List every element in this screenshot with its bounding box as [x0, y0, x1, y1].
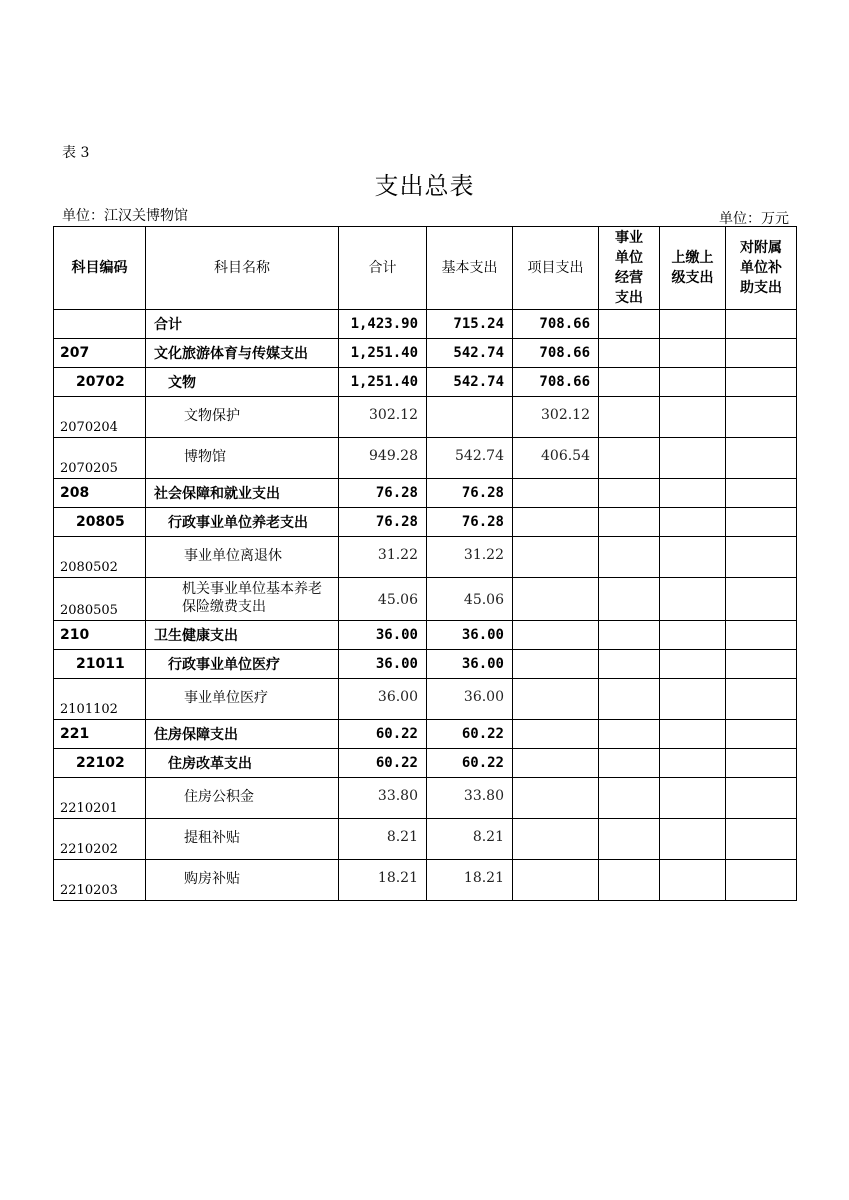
- row-total: 36.00: [339, 650, 427, 679]
- row-name: 文化旅游体育与传媒支出: [146, 339, 339, 368]
- row-total: 18.21: [339, 860, 427, 901]
- col-header-name: 科目名称: [146, 227, 339, 310]
- row-business: [599, 438, 660, 479]
- row-business: [599, 537, 660, 578]
- row-business: [599, 621, 660, 650]
- col-header-upper: 上缴上 级支出: [660, 227, 726, 310]
- table-row: [54, 438, 797, 479]
- row-name: 合计: [146, 310, 339, 339]
- row-business: [599, 339, 660, 368]
- row-total: 302.12: [339, 397, 427, 438]
- row-code: 2210203: [54, 860, 146, 901]
- row-code: 221: [54, 720, 146, 749]
- row-subsidy: [726, 621, 797, 650]
- col-header-code: 科目编码: [54, 227, 146, 310]
- row-code: 2080502: [54, 537, 146, 578]
- row-subsidy: [726, 310, 797, 339]
- row-basic: 45.06: [427, 578, 513, 621]
- table-row: [54, 368, 797, 397]
- row-subsidy: [726, 749, 797, 778]
- row-upper: [660, 508, 726, 537]
- row-basic: 542.74: [427, 339, 513, 368]
- row-project: [513, 508, 599, 537]
- row-total: 36.00: [339, 679, 427, 720]
- row-name: 事业单位医疗: [146, 679, 339, 720]
- row-name: 文物: [146, 368, 339, 397]
- row-subsidy: [726, 339, 797, 368]
- row-basic: 36.00: [427, 679, 513, 720]
- row-total: 949.28: [339, 438, 427, 479]
- row-upper: [660, 339, 726, 368]
- table-row: [54, 860, 797, 901]
- row-project: [513, 578, 599, 621]
- row-total: 60.22: [339, 720, 427, 749]
- row-code: 2101102: [54, 679, 146, 720]
- row-project: 708.66: [513, 339, 599, 368]
- table-row: [54, 778, 797, 819]
- row-basic: 36.00: [427, 621, 513, 650]
- row-total: 45.06: [339, 578, 427, 621]
- row-name: 行政事业单位医疗: [146, 650, 339, 679]
- row-code: 210: [54, 621, 146, 650]
- row-project: [513, 778, 599, 819]
- row-project: 406.54: [513, 438, 599, 479]
- row-basic: 18.21: [427, 860, 513, 901]
- row-total: 1,251.40: [339, 368, 427, 397]
- row-name: 机关事业单位基本养老保险缴费支出: [146, 578, 339, 621]
- row-code: 20702: [54, 368, 146, 397]
- row-name: 住房改革支出: [146, 749, 339, 778]
- row-upper: [660, 537, 726, 578]
- row-code: 22102: [54, 749, 146, 778]
- row-basic: 715.24: [427, 310, 513, 339]
- row-code: 2070204: [54, 397, 146, 438]
- row-basic: 60.22: [427, 720, 513, 749]
- row-basic: 76.28: [427, 479, 513, 508]
- row-project: [513, 679, 599, 720]
- table-row: [54, 397, 797, 438]
- row-upper: [660, 819, 726, 860]
- row-project: 708.66: [513, 368, 599, 397]
- row-subsidy: [726, 778, 797, 819]
- col-header-project: 项目支出: [513, 227, 599, 310]
- row-project: 708.66: [513, 310, 599, 339]
- row-total: 76.28: [339, 479, 427, 508]
- table-row: [54, 650, 797, 679]
- row-business: [599, 578, 660, 621]
- row-business: [599, 650, 660, 679]
- expenditure-table: [53, 226, 797, 901]
- row-upper: [660, 397, 726, 438]
- row-subsidy: [726, 720, 797, 749]
- row-code: 2070205: [54, 438, 146, 479]
- row-code: 2210201: [54, 778, 146, 819]
- row-project: [513, 720, 599, 749]
- row-upper: [660, 479, 726, 508]
- row-total: 1,423.90: [339, 310, 427, 339]
- row-upper: [660, 720, 726, 749]
- row-name: 博物馆: [146, 438, 339, 479]
- table-row: [54, 508, 797, 537]
- row-basic: 542.74: [427, 438, 513, 479]
- row-business: [599, 508, 660, 537]
- row-project: [513, 860, 599, 901]
- row-basic: 60.22: [427, 749, 513, 778]
- row-upper: [660, 778, 726, 819]
- row-basic: 33.80: [427, 778, 513, 819]
- table-row: [54, 310, 797, 339]
- row-project: 302.12: [513, 397, 599, 438]
- row-name: 文物保护: [146, 397, 339, 438]
- row-business: [599, 819, 660, 860]
- row-upper: [660, 438, 726, 479]
- row-subsidy: [726, 679, 797, 720]
- unit-currency: 单位：万元: [719, 211, 789, 227]
- row-name: 行政事业单位养老支出: [146, 508, 339, 537]
- row-basic: [427, 397, 513, 438]
- row-code: 2080505: [54, 578, 146, 621]
- row-business: [599, 778, 660, 819]
- row-name: 提租补贴: [146, 819, 339, 860]
- row-basic: 36.00: [427, 650, 513, 679]
- row-total: 76.28: [339, 508, 427, 537]
- col-header-total: 合计: [339, 227, 427, 310]
- row-subsidy: [726, 438, 797, 479]
- row-project: [513, 621, 599, 650]
- row-subsidy: [726, 860, 797, 901]
- table-row: [54, 578, 797, 621]
- row-business: [599, 310, 660, 339]
- row-upper: [660, 621, 726, 650]
- row-name: 事业单位离退休: [146, 537, 339, 578]
- row-name: 卫生健康支出: [146, 621, 339, 650]
- table-row: [54, 479, 797, 508]
- row-code: 2210202: [54, 819, 146, 860]
- row-business: [599, 397, 660, 438]
- row-basic: 8.21: [427, 819, 513, 860]
- row-business: [599, 679, 660, 720]
- table-row: [54, 679, 797, 720]
- table-row: [54, 749, 797, 778]
- row-subsidy: [726, 479, 797, 508]
- col-header-basic: 基本支出: [427, 227, 513, 310]
- table-number-label: 表 3: [62, 145, 90, 161]
- row-subsidy: [726, 578, 797, 621]
- row-total: 33.80: [339, 778, 427, 819]
- row-total: 60.22: [339, 749, 427, 778]
- table-row: [54, 819, 797, 860]
- page-title: 支出总表: [374, 172, 475, 200]
- row-project: [513, 819, 599, 860]
- row-name: 社会保障和就业支出: [146, 479, 339, 508]
- row-subsidy: [726, 537, 797, 578]
- row-total: 1,251.40: [339, 339, 427, 368]
- header-row: [54, 227, 797, 310]
- row-subsidy: [726, 508, 797, 537]
- row-upper: [660, 310, 726, 339]
- row-project: [513, 479, 599, 508]
- row-upper: [660, 650, 726, 679]
- row-total: 8.21: [339, 819, 427, 860]
- row-business: [599, 749, 660, 778]
- row-code: 208: [54, 479, 146, 508]
- row-subsidy: [726, 819, 797, 860]
- row-name: 住房保障支出: [146, 720, 339, 749]
- row-code: [54, 310, 146, 339]
- unit-organization: 单位：江汉关博物馆: [62, 208, 188, 224]
- row-total: 31.22: [339, 537, 427, 578]
- row-subsidy: [726, 650, 797, 679]
- table-row: [54, 537, 797, 578]
- row-upper: [660, 679, 726, 720]
- row-upper: [660, 860, 726, 901]
- row-name: 购房补贴: [146, 860, 339, 901]
- row-upper: [660, 578, 726, 621]
- col-header-business: 事业 单位 经营 支出: [599, 227, 660, 310]
- row-basic: 76.28: [427, 508, 513, 537]
- row-subsidy: [726, 368, 797, 397]
- row-business: [599, 860, 660, 901]
- row-business: [599, 368, 660, 397]
- row-subsidy: [726, 397, 797, 438]
- row-upper: [660, 749, 726, 778]
- table-row: [54, 720, 797, 749]
- row-name: 住房公积金: [146, 778, 339, 819]
- row-project: [513, 537, 599, 578]
- row-code: 21011: [54, 650, 146, 679]
- row-business: [599, 720, 660, 749]
- col-header-subsidy: 对附属 单位补 助支出: [726, 227, 797, 310]
- row-code: 207: [54, 339, 146, 368]
- row-total: 36.00: [339, 621, 427, 650]
- row-basic: 31.22: [427, 537, 513, 578]
- row-basic: 542.74: [427, 368, 513, 397]
- row-project: [513, 749, 599, 778]
- table-row: [54, 339, 797, 368]
- row-upper: [660, 368, 726, 397]
- row-project: [513, 650, 599, 679]
- table-body: [54, 310, 797, 901]
- table-row: [54, 621, 797, 650]
- row-code: 20805: [54, 508, 146, 537]
- row-business: [599, 479, 660, 508]
